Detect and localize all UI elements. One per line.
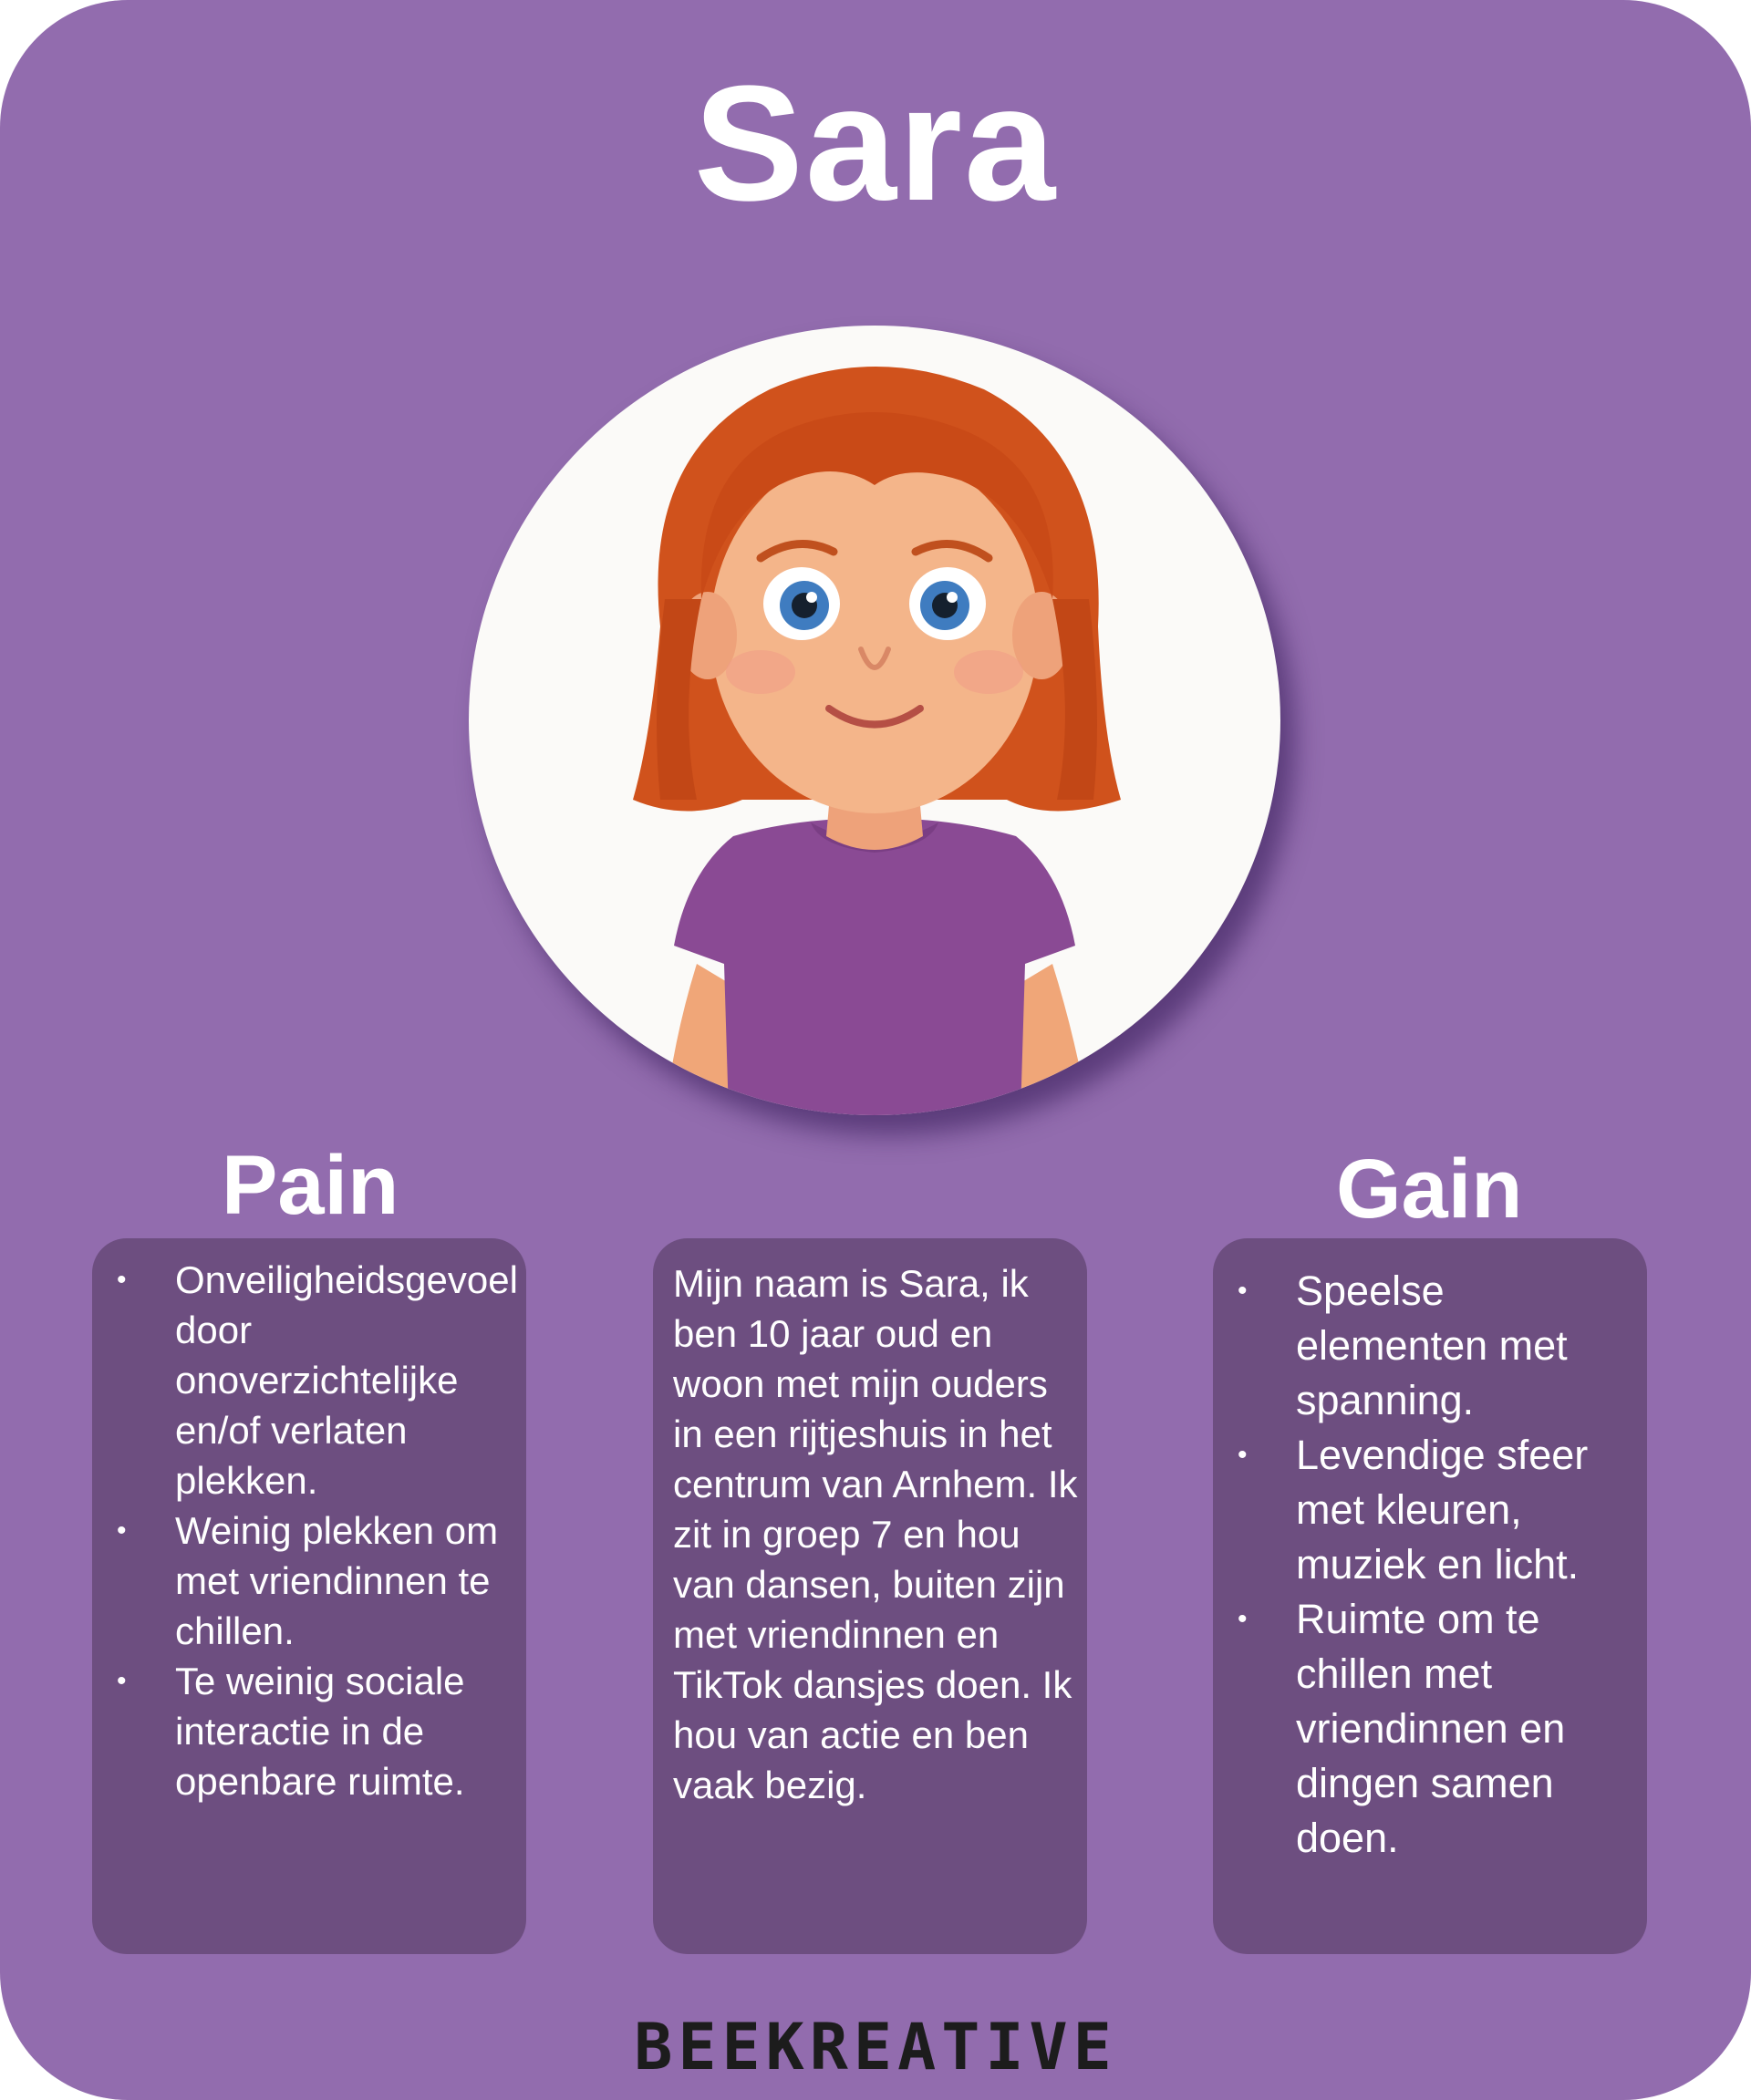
bio-text: Mijn naam is Sara, ik ben 10 jaar oud en woon met mijn ouders in een rijtjeshuis in het centrum van Arnhem. Ik zit in groep 7 en hou van dansen, buiten zijn met vriendinnen en TikTok dansjes doen. Ik hou van actie en ben vaak bezig.	[673, 1262, 1078, 1806]
pain-item: • Onveiligheidsgevoel door onoverzichtelijke en/of verlaten plekken.	[175, 1255, 513, 1505]
persona-name: Sara	[693, 52, 1058, 235]
bio-box	[653, 1238, 1087, 1954]
pain-title: Pain	[222, 1139, 399, 1232]
gain-list	[1296, 1264, 1633, 1866]
pain-item: • Te weinig sociale interactie in de openbare ruimte.	[175, 1656, 513, 1806]
pain-list	[175, 1255, 518, 1806]
gain-item: • Ruimte om te chillen met vriendinnen en dingen samen doen.	[1296, 1592, 1633, 1866]
gain-box	[1213, 1238, 1647, 1954]
persona-avatar	[469, 326, 1280, 1115]
gain-item: • Speelse elementen met spanning.	[1296, 1264, 1633, 1428]
pain-box	[92, 1238, 526, 1954]
pain-item: • Weinig plekken om met vriendinnen te chillen.	[175, 1505, 513, 1656]
gain-item: • Levendige sfeer met kleuren, muziek en licht.	[1296, 1428, 1633, 1592]
gain-title: Gain	[1336, 1143, 1523, 1236]
brand-logo: BEEKREATIVE	[634, 2010, 1117, 2084]
girl-illustration	[469, 326, 1280, 1115]
